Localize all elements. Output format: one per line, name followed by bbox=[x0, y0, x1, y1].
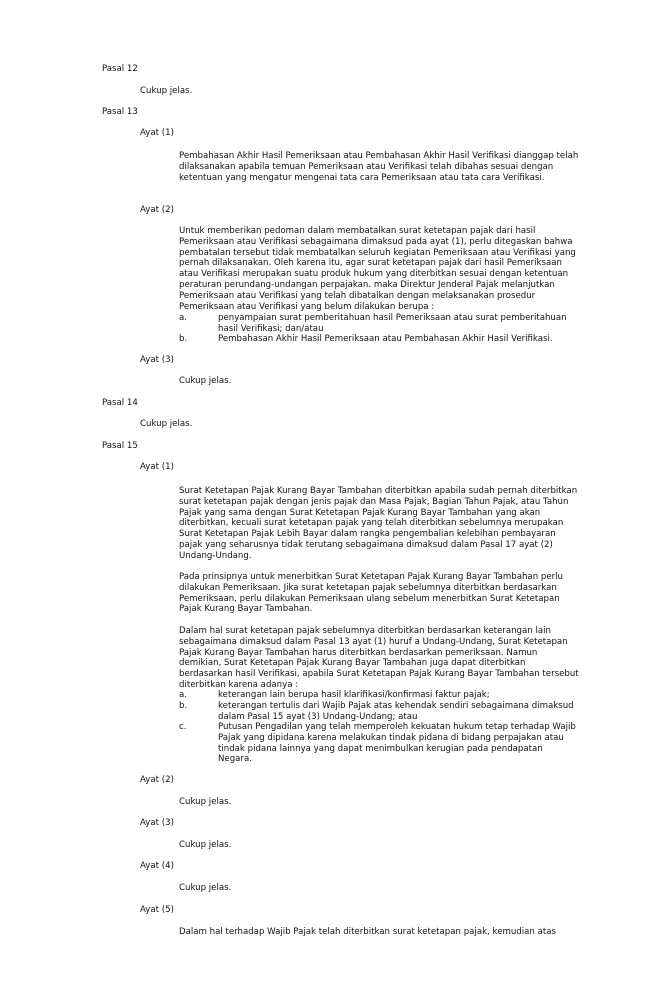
list-marker: a. bbox=[179, 313, 187, 323]
pasal-15-heading: Pasal 15 bbox=[102, 441, 138, 451]
pasal-15-ayat-1-paragraph-2: Pada prinsipnya untuk menerbitkan Surat Ketetapan Pajak Kurang Bayar Tambahan perlu dilakukan Pemeriksaan. Jika surat ketetapan pajak sebelumnya diterbitkan berdasarkan Pemeriksaan, perlu dilakukan Pemeriksaan ulang sebelum menerbitkan Surat Ketetapan Pajak Kurang Bayar Tambahan. bbox=[179, 572, 563, 615]
list-text: penyampaian surat pemberitahuan hasil Pemeriksaan atau surat pemberitahuan hasil Verifikasi; dan/atau bbox=[218, 313, 567, 334]
pasal-12-text: Cukup jelas. bbox=[140, 86, 193, 96]
pasal-15-ayat-5-label: Ayat (5) bbox=[140, 905, 174, 915]
pasal-15-ayat-2-text: Cukup jelas. bbox=[179, 797, 232, 807]
pasal-12-heading: Pasal 12 bbox=[102, 64, 138, 74]
pasal-15-ayat-4-label: Ayat (4) bbox=[140, 861, 174, 871]
pasal-15-ayat-1-label: Ayat (1) bbox=[140, 462, 174, 472]
pasal-15-ayat-4-text: Cukup jelas. bbox=[179, 883, 232, 893]
list-marker: b. bbox=[179, 334, 188, 344]
pasal-15-ayat-3-text: Cukup jelas. bbox=[179, 840, 232, 850]
list-marker: b. bbox=[179, 701, 188, 711]
pasal-13-ayat-3-text: Cukup jelas. bbox=[179, 376, 232, 386]
pasal-13-ayat-2-label: Ayat (2) bbox=[140, 205, 174, 215]
list-text: Pembahasan Akhir Hasil Pemeriksaan atau Pembahasan Akhir Hasil Verifikasi. bbox=[218, 334, 553, 344]
list-text: keterangan lain berupa hasil klarifikasi/konfirmasi faktur pajak; bbox=[218, 690, 490, 700]
list-marker: a. bbox=[179, 690, 187, 700]
pasal-15-ayat-5-text: Dalam hal terhadap Wajib Pajak telah diterbitkan surat ketetapan pajak, kemudian atas bbox=[179, 927, 556, 937]
pasal-15-ayat-1-paragraph-1: Surat Ketetapan Pajak Kurang Bayar Tambahan diterbitkan apabila sudah pernah diterbitkan surat ketetapan pajak dengan jenis pajak dan Masa Pajak, Bagian Tahun Pajak, atau Tahun Pajak yang sama dengan Surat Ketetapan Pajak Kurang Bayar Tambahan yang akan diterbitkan, kecuali surat ketetapan pajak yang telah diterbitkan sebelumnya merupakan Surat Ketetapan Pajak Lebih Bayar dalam rangka pengembalian kelebihan pembayaran pajak yang seharusnya tidak terutang sebagaimana dimaksud dalam Pasal 17 ayat (2) Undang-Undang. bbox=[179, 486, 578, 561]
list-text: Putusan Pengadilan yang telah memperoleh kekuatan hukum tetap terhadap Wajib Pajak yang dipidana karena melakukan tindak pidana di bidang perpajakan atau tindak pidana lainnya yang dapat menimbulkan kerugian pada pendapatan Negara. bbox=[218, 722, 576, 765]
pasal-15-ayat-1-paragraph-3: Dalam hal surat ketetapan pajak sebelumnya diterbitkan berdasarkan keterangan lain sebagaimana dimaksud dalam Pasal 13 ayat (1) huruf a Undang-Undang, Surat Ketetapan Pajak Kurang Bayar Tambahan harus diterbitkan berdasarkan pemeriksaan. Namun demikian, Surat Ketetapan Pajak Kurang Bayar Tambahan juga dapat diterbitkan berdasarkan hasil Verifikasi, apabila Surat Ketetapan Pajak Kurang Bayar Tambahan tersebut diterbitkan karena adanya : bbox=[179, 626, 579, 690]
pasal-13-ayat-3-label: Ayat (3) bbox=[140, 355, 174, 365]
pasal-15-ayat-3-label: Ayat (3) bbox=[140, 818, 174, 828]
pasal-13-ayat-2-text: Untuk memberikan pedoman dalam membatalkan surat ketetapan pajak dari hasil Pemeriksaan atau Verifikasi sebagaimana dimaksud pada ayat (1), perlu ditegaskan bahwa pembatalan tersebut tidak membatalkan seluruh kegiatan Pemeriksaan atau Verifikasi yang pernah dilaksanakan. Oleh karena itu, agar surat ketetapan pajak dari hasil Pemeriksaan atau Verifikasi merupakan suatu produk hukum yang diterbitkan sesuai dengan ketentuan peraturan perundang-undangan perpajakan. maka Direktur Jenderal Pajak melanjutkan Pemeriksaan atau Verifikasi yang telah dibatalkan dengan melaksanakan prosedur Pemeriksaan atau Verifikasi yang belum dilakukan berupa : bbox=[179, 226, 576, 312]
list-text: keterangan tertulis dari Wajib Pajak atas kehendak sendiri sebagaimana dimaksud dalam Pasal 15 ayat (3) Undang-Undang; atau bbox=[218, 701, 574, 722]
pasal-13-ayat-1-label: Ayat (1) bbox=[140, 128, 174, 138]
pasal-13-heading: Pasal 13 bbox=[102, 107, 138, 117]
pasal-14-heading: Pasal 14 bbox=[102, 398, 138, 408]
pasal-13-ayat-1-text: Pembahasan Akhir Hasil Pemeriksaan atau Pembahasan Akhir Hasil Verifikasi dianggap telah dilaksanakan apabila temuan Pemeriksaan atau Verifikasi telah dibahas sesuai dengan ketentuan yang mengatur mengenai tata cara Pemeriksaan atau tata cara Verifikasi. bbox=[179, 151, 579, 183]
pasal-15-ayat-2-label: Ayat (2) bbox=[140, 775, 174, 785]
list-marker: c. bbox=[179, 722, 187, 732]
pasal-14-text: Cukup jelas. bbox=[140, 419, 193, 429]
